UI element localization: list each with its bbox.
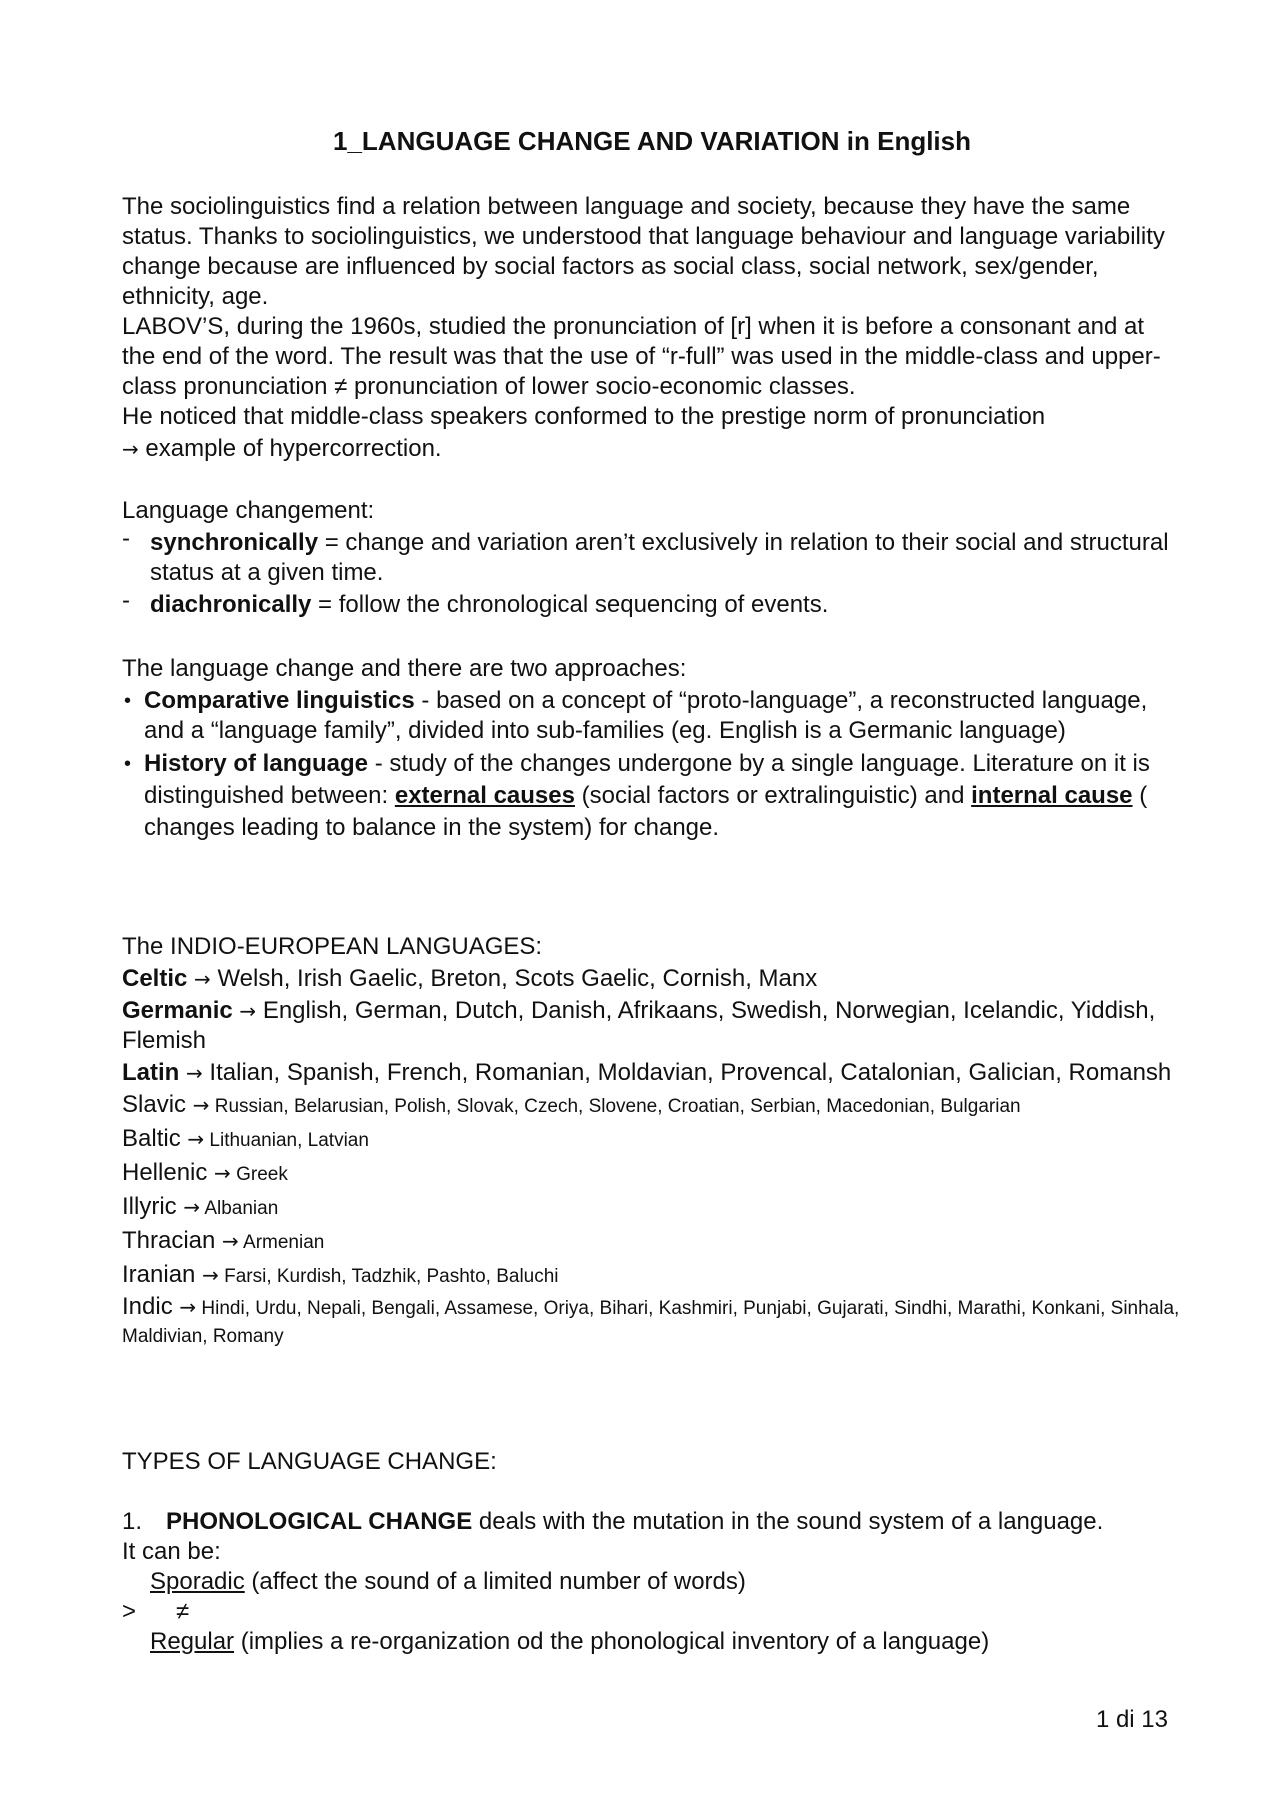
family-germanic: Germanic → English, German, Dutch, Danish, Afrikaans, Swedish, Norwegian, Icelandic, Yiddish, Flemish — [122, 997, 1156, 1054]
arrow-icon: → — [202, 1263, 219, 1287]
family-iranian: Iranian → Farsi, Kurdish, Tadzhik, Pashto, Baluchi — [122, 1261, 559, 1288]
arrow-icon: → — [179, 1295, 197, 1319]
document-title: 1_LANGUAGE CHANGE AND VARIATION in English — [333, 126, 971, 156]
intro-section — [122, 192, 1182, 464]
term-synchronically: synchronically — [150, 529, 319, 556]
approaches-section — [122, 654, 1182, 844]
sporadic-line: Sporadic (affect the sound of a limited number of words) — [150, 1568, 746, 1595]
term-sporadic: Sporadic — [150, 1568, 245, 1595]
family-thracian: Thracian → Armenian — [122, 1227, 325, 1254]
family-latin: Latin → Italian, Spanish, French, Romanian, Moldavian, Provencal, Catalonian, Galician, Romansh — [122, 1059, 1172, 1086]
family-indic: Indic → Hindi, Urdu, Nepali, Bengali, Assamese, Oriya, Bihari, Kashmiri, Punjabi, Gujarati, Sindhi, Marathi, Konkani, Sinhala, Maldivian, Romany — [122, 1293, 1180, 1347]
arrow-icon: → — [214, 1161, 231, 1185]
greater-than-sign: > — [122, 1598, 137, 1625]
family-slavic: Slavic → Russian, Belarusian, Polish, Slovak, Czech, Slovene, Croatian, Serbian, Macedonian, Bulgarian — [122, 1091, 1021, 1118]
arrow-icon: → — [187, 1127, 205, 1151]
it-can-be-label: It can be: — [122, 1538, 221, 1565]
indo-european-heading: The INDIO-EUROPEAN LANGUAGES: — [122, 933, 543, 960]
regular-line: Regular (implies a re-organization od the phonological inventory of a language) — [150, 1628, 990, 1655]
dash-marker: - — [122, 587, 130, 614]
arrow-icon: → — [194, 967, 211, 991]
bullet-marker: • — [124, 690, 132, 712]
family-celtic: Celtic → Welsh, Irish Gaelic, Breton, Scots Gaelic, Cornish, Manx — [122, 965, 818, 992]
term-phonological-change: PHONOLOGICAL CHANGE — [166, 1508, 473, 1535]
intro-paragraph-middle-class: He noticed that middle-class speakers conformed to the prestige norm of pronunciation — [122, 403, 1046, 430]
intro-paragraph-hypercorrection: → example of hypercorrection. — [122, 435, 442, 462]
term-history-of-language: History of language — [144, 750, 369, 777]
family-hellenic: Hellenic → Greek — [122, 1159, 288, 1186]
not-equal-sign: ≠ — [176, 1598, 190, 1625]
phonological-change-item: 1. PHONOLOGICAL CHANGE deals with the mutation in the sound system of a language. — [122, 1508, 1104, 1535]
types-heading: TYPES OF LANGUAGE CHANGE: — [122, 1448, 497, 1475]
family-baltic: Baltic → Lithuanian, Latvian — [122, 1125, 369, 1152]
arrow-icon: → — [183, 1195, 201, 1219]
bullet-marker: • — [124, 753, 132, 775]
dash-marker: - — [122, 525, 130, 552]
term-regular: Regular — [150, 1628, 235, 1655]
arrow-icon: → — [239, 999, 257, 1023]
term-diachronically: diachronically — [150, 591, 312, 618]
intro-paragraph-sociolinguistics: The sociolinguistics find a relation between language and society, because they have the same status. Thanks to sociolinguistics, we understood that language behaviour and language variability change because are influenced by social factors as social class, social network, sex/gender, ethnicity, age. — [122, 193, 1165, 310]
arrow-icon: → — [192, 1093, 210, 1117]
approach-history: • History of language - study of the changes undergone by a single language. Literature on it is distinguished between: external causes (social factors or extralinguistic) and internal cause ( changes leading to balance in the system) for change. — [124, 750, 1150, 841]
arrow-icon: → — [122, 437, 139, 461]
term-internal-cause: internal cause — [971, 782, 1133, 809]
arrow-icon: → — [186, 1061, 203, 1085]
changement-heading: Language changement: — [122, 497, 375, 524]
page-number: 1 di 13 — [1095, 1706, 1168, 1733]
family-illyric: Illyric → Albanian — [122, 1193, 279, 1220]
changement-item-diachronically: - diachronically = follow the chronological sequencing of events. — [122, 587, 829, 618]
comparison-line — [122, 1597, 1182, 1627]
approaches-heading: The language change and there are two approaches: — [122, 655, 687, 682]
list-number: 1. — [122, 1508, 143, 1535]
types-section — [122, 1447, 1182, 1657]
term-comparative-linguistics: Comparative linguistics — [144, 687, 415, 714]
changement-section — [122, 496, 1182, 620]
intro-paragraph-labov: LABOV’S, during the 1960s, studied the pronunciation of [r] when it is before a consonant and at the end of the word. The result was that the use of “r-full” was used in the middle-class and upper-class pronunciation ≠ pronunciation of lower socio-economic classes. — [122, 313, 1161, 400]
approach-comparative: • Comparative linguistics - based on a concept of “proto-language”, a reconstructed language, and a “language family”, divided into sub-families (eg. English is a Germanic language) — [124, 687, 1148, 744]
arrow-icon: → — [222, 1229, 239, 1253]
indo-european-section — [122, 932, 1182, 1350]
changement-item-synchronically: - synchronically = change and variation aren’t exclusively in relation to their social and structural status at a given time. — [122, 525, 1169, 586]
term-external-causes: external causes — [394, 782, 575, 809]
